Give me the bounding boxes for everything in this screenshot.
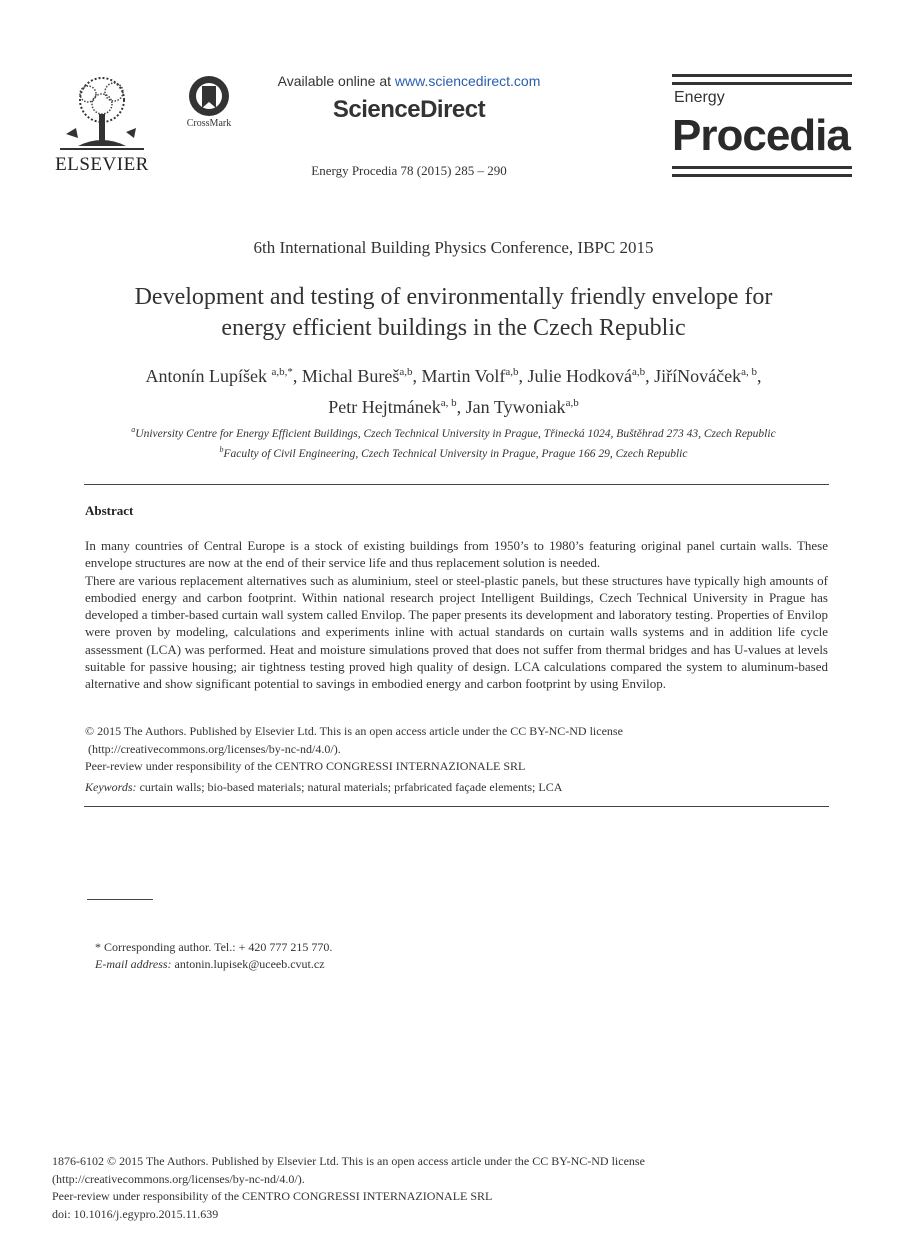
- abstract-heading: Abstract: [85, 503, 134, 518]
- footnote: [95, 939, 695, 973]
- crossmark-label: CrossMark: [186, 118, 232, 129]
- title-line: Development and testing of environmentally friendly envelope for: [134, 284, 773, 310]
- abstract-body: [85, 537, 828, 693]
- abstract-paragraph: In many countries of Central Europe is a stock of existing buildings from 1950’s to 1980’s featuring original panel curtain walls. These envelope structures are now at the end of their service life and thus replacement solution is needed.: [85, 538, 828, 571]
- email-line: [95, 956, 695, 973]
- section-divider: [84, 484, 829, 485]
- energy-procedia-logo: [672, 74, 852, 178]
- author-line: [60, 390, 847, 421]
- paper-title: [60, 282, 847, 344]
- email-address[interactable]: antonin.lupisek@uceeb.cvut.cz: [171, 957, 325, 971]
- title-line: energy efficient buildings in the Czech Republic: [221, 315, 686, 341]
- author-separator: ,: [292, 366, 302, 386]
- affiliation-mark: a: [131, 425, 136, 434]
- author-affiliation-mark: a,b: [565, 397, 579, 409]
- affiliation-line: [40, 422, 867, 442]
- author-line: [60, 359, 847, 390]
- logo-rule: [672, 174, 852, 177]
- keywords: [85, 780, 828, 795]
- license-line: © 2015 The Authors. Published by Elsevier Ltd. This is an open access article under the CC BY-NC-ND license: [85, 724, 623, 738]
- author-separator: ,: [456, 397, 466, 417]
- doi[interactable]: doi: 10.1016/j.egypro.2015.11.639: [52, 1206, 219, 1221]
- author-affiliation-mark: a,b: [399, 366, 413, 378]
- elsevier-tree-icon: [58, 74, 146, 152]
- email-label: E-mail address:: [95, 957, 172, 971]
- available-online-text: Available online at: [277, 73, 395, 89]
- journal-reference: Energy Procedia 78 (2015) 285 – 290: [311, 163, 507, 178]
- author-affiliation-mark: a,b: [505, 366, 519, 378]
- author-name: Michal Bureš: [301, 366, 400, 386]
- affiliations: [40, 422, 867, 462]
- author-name: JiříNováček: [654, 366, 742, 386]
- logo-procedia-word: Procedia: [672, 111, 850, 160]
- author-name: Jan Tywoniak: [465, 397, 566, 417]
- copyright-line: 1876-6102 © 2015 The Authors. Published by Elsevier Ltd. This is an open access article under the CC BY-NC-ND license: [52, 1154, 645, 1168]
- abstract-paragraph: There are various replacement alternatives such as aluminium, steel or steel-plastic panels, but these structures have typically high amounts of embodied energy and carbon footprint. Within national research project Intelligent Buildings, Czech Technical University in Prague has developed a timber-based curtain wall system called Envilop. The paper presents its development and laboratory testing. Properties of Envilop were proven by modeling, calculations and experiments inline with actual standards on curtain walls systems and in addition life cycle assessment (LCA) was performed. Heat and moisture simulations proved that does not suffer from thermal bridges and has U-values at levels suitable for passive housing; air tightness testing proved high quality of design. LCA calculations compared the system to aluminum-based alternative and show significant potential to savings in embodied energy and carbon footprint by using Envilop.: [85, 572, 828, 692]
- author-list: [60, 359, 847, 421]
- author-separator: ,: [645, 366, 655, 386]
- author-name: Antonín Lupíšek: [145, 366, 272, 386]
- corresponding-author: * Corresponding author. Tel.: + 420 777 215 770.: [95, 940, 333, 954]
- author-affiliation-mark: a,b: [631, 366, 646, 378]
- affiliation-text: Faculty of Civil Engineering, Czech Technical University in Prague, Prague 166 29, Czech Republic: [223, 447, 688, 460]
- logo-energy-word: Energy: [674, 89, 725, 106]
- sciencedirect-link[interactable]: www.sciencedirect.com: [394, 73, 541, 89]
- author-affiliation-mark: a, b: [440, 397, 457, 409]
- peer-review-line: Peer-review under responsibility of the CENTRO CONGRESSI INTERNAZIONALE SRL: [52, 1189, 493, 1203]
- conference-name: 6th International Building Physics Conference, IBPC 2015: [253, 238, 654, 257]
- author-affiliation-mark: a,b,*: [271, 366, 293, 378]
- section-divider: [84, 806, 829, 807]
- license-url-link[interactable]: (http://creativecommons.org/licenses/by-nc-nd/4.0/).: [52, 1171, 305, 1186]
- author-name: Julie Hodková: [527, 366, 632, 386]
- available-online: [230, 73, 588, 89]
- keywords-label: Keywords:: [85, 780, 137, 794]
- elsevier-wordmark: ELSEVIER: [55, 154, 149, 175]
- author-separator: ,: [756, 366, 762, 386]
- keywords-text: curtain walls; bio-based materials; natural materials; prfabricated façade elements; LCA: [136, 780, 563, 794]
- author-separator: ,: [518, 366, 528, 386]
- elsevier-logo: [52, 74, 152, 176]
- author-affiliation-mark: a, b: [741, 366, 757, 378]
- logo-rule: [672, 166, 852, 169]
- author-separator: ,: [412, 366, 422, 386]
- license-url-link[interactable]: (http://creativecommons.org/licenses/by-nc-nd/4.0/).: [88, 741, 341, 756]
- sciencedirect-wordmark: ScienceDirect: [332, 96, 486, 123]
- affiliation-line: [40, 442, 867, 462]
- author-name: Petr Hejtmánek: [328, 397, 441, 417]
- affiliation-mark: b: [219, 444, 224, 454]
- affiliation-text: University Centre for Energy Efficient Buildings, Czech Technical University in Prague, Třinecká 1024, Buštěhrad 273 43, Czech Republic: [135, 427, 776, 440]
- license-notice: [85, 723, 828, 776]
- logo-rule: [672, 74, 852, 77]
- author-name: Martin Volf: [421, 366, 506, 386]
- peer-review-line: Peer-review under responsibility of the CENTRO CONGRESSI INTERNAZIONALE SRL: [85, 759, 526, 773]
- publication-info: [52, 1153, 872, 1223]
- logo-rule: [672, 82, 852, 85]
- footnote-rule: [87, 899, 153, 900]
